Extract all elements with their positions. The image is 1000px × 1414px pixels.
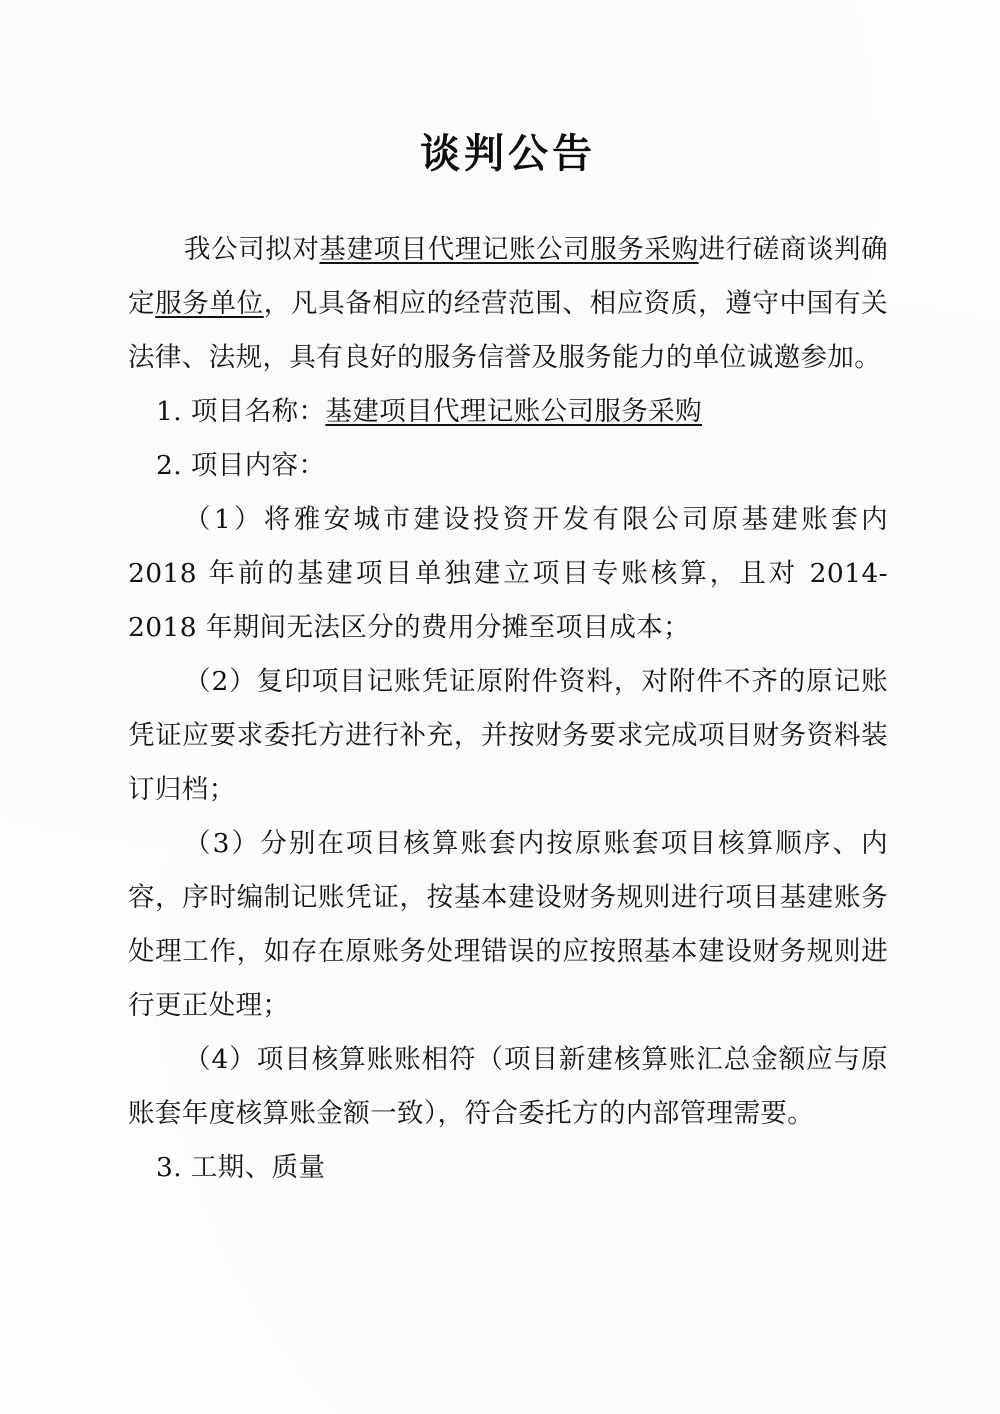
page-title: 谈判公告 xyxy=(420,130,596,177)
paragraph-intro xyxy=(128,223,888,385)
paragraph-item-2-1 xyxy=(128,493,888,655)
item-label: 3. 工期、质量 xyxy=(156,1152,326,1183)
underlined-project-title: 基建项目代理记账公司服务采购 xyxy=(325,396,703,427)
paragraph-item-2-3 xyxy=(128,817,888,1033)
text-segment: （2）复印项目记账凭证原附件资料，对附件不齐的原记账凭证应要求委托方进行补充，并按财务要求完成项目财务资料装订归档； xyxy=(128,666,888,805)
text-segment: ，凡具备相应的经营范围、相应资质，遵守中国有关法律、法规，具有良好的服务信誉及服务能力的单位诚邀参加。 xyxy=(128,288,888,373)
text-segment: （3）分别在项目核算账套内按原账套项目核算顺序、内容，序时编制记账凭证，按基本建设财务规则进行项目基建账务处理工作，如存在原账务处理错误的应按照基本建设财务规则进行更正处理； xyxy=(128,828,888,1021)
underlined-service-unit: 服务单位 xyxy=(155,288,264,319)
text-segment: 我公司拟对 xyxy=(184,234,320,265)
paragraph-item-2-4 xyxy=(128,1033,888,1141)
paragraph-item-3 xyxy=(128,1141,888,1195)
document-body xyxy=(128,223,888,1195)
text-segment: （4）项目核算账账相符（项目新建核算账汇总金额应与原账套年度核算账金额一致），符合委托方的内部管理需要。 xyxy=(128,1044,888,1129)
underlined-project-name: 基建项目代理记账公司服务采购 xyxy=(319,234,699,265)
paragraph-item-2-2 xyxy=(128,655,888,817)
item-label: 1. 项目名称： xyxy=(156,396,326,427)
item-label: 2. 项目内容： xyxy=(156,450,326,481)
text-segment: 进行磋商谈判确定 xyxy=(128,234,888,319)
paragraph-item-1 xyxy=(128,385,888,439)
text-segment: （1）将雅安城市建设投资开发有限公司原基建账套内 2018 年前的基建项目单独建立项目专账核算，且对 2014-2018 年期间无法区分的费用分摊至项目成本； xyxy=(128,504,888,643)
document-content xyxy=(128,0,888,1195)
paragraph-item-2 xyxy=(128,439,888,493)
